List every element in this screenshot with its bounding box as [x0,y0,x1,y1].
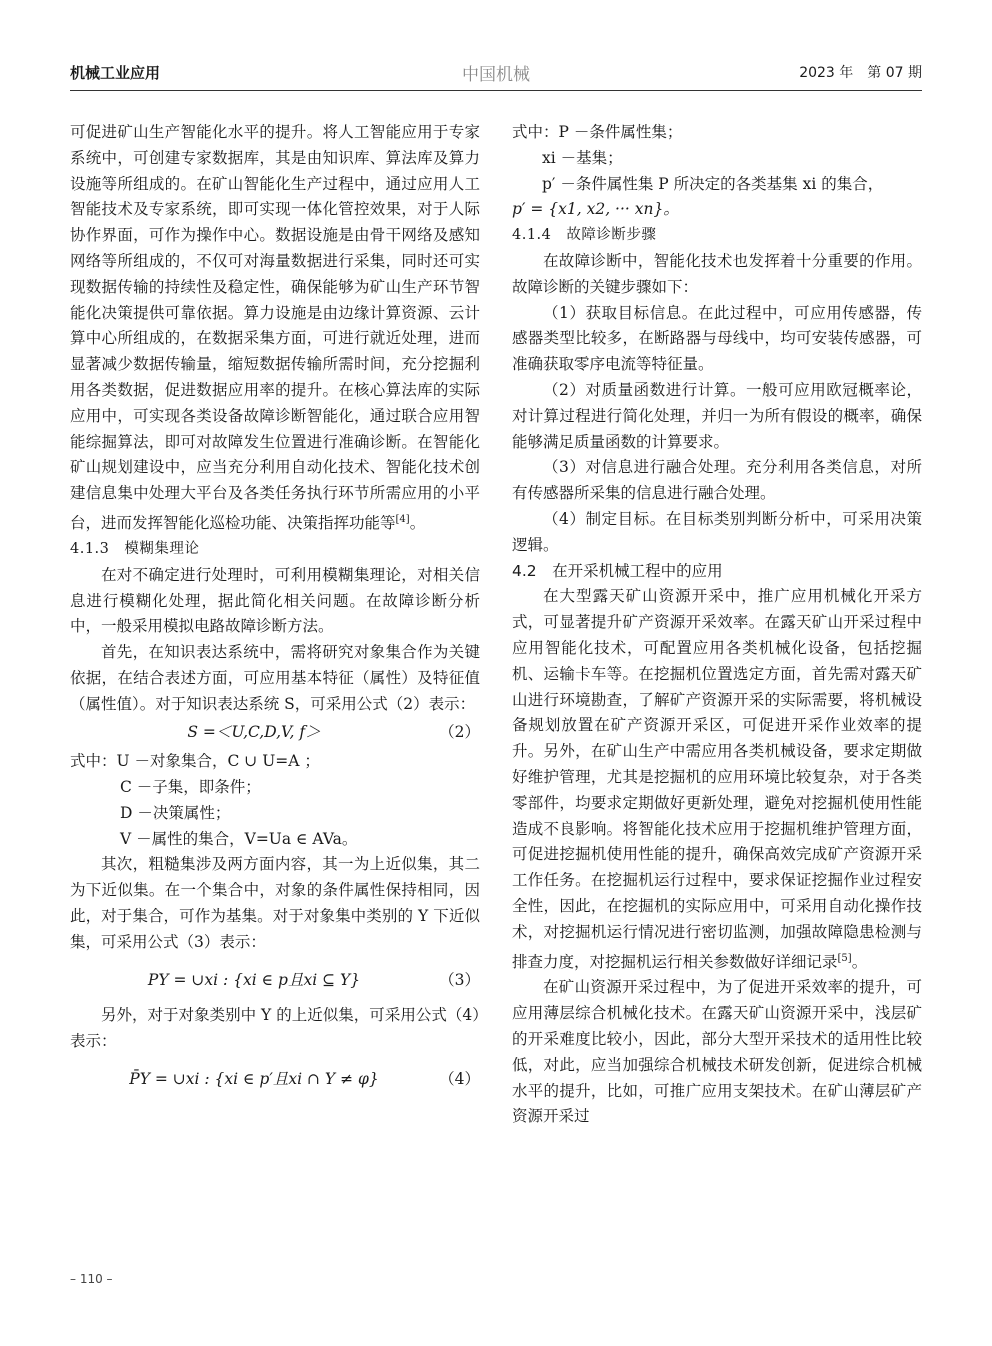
page-number: – 110 – [70,1272,113,1286]
section-heading-4-1-4: 4.1.4 故障诊断步骤 [512,227,657,244]
paragraph: 另外，对于对象类别中 Y 的上近似集，可采用公式（4）表示： [70,1006,480,1051]
paragraph: 在故障诊断中，智能化技术也发挥着十分重要的作用。故障诊断的关键步骤如下： [512,251,922,296]
issue-info: 2023 年 第 07 期 [799,65,922,81]
right-column [512,120,922,1130]
definition: 式中：P －条件属性集； [512,123,683,141]
formula-number: （2） [439,723,480,742]
paragraph: 在大型露天矿山资源开采中，推广应用机械化开采方式，可显著提升矿产资源开采效率。在露天矿山开采过程中应用智能化技术，可配置应用各类机械化设备，包括挖掘机、运输卡车等。在挖掘机位置选定方面，首先需对露天矿山进行环境勘查，了解矿产资源开采的实际需要，将机械设备规划放置在矿产资源开采区，可促进开采作业效率的提升。另外，在矿山生产中需应用各类机械设备，要求定期做好维护管理，尤其是挖掘机的应用环境比较复杂，对于各类零部件，均要求定期做好更新处理，避免对挖掘机使用性能造成不良影响。将智能化技术应用于挖掘机维护管理方面，可促进挖掘机使用性能的提升，确保高效完成矿产资源开采工作任务。在挖掘机运行过程中，要求保证挖掘作业过程安全性，因此，在挖掘机的实际应用中，可采用自动化操作技术，对挖掘机运行情况进行密切监测，加强故障隐患检测与排查力度，对挖掘机运行相关参数做好详细记录[5]。 [512,587,922,971]
definition: xi －基集； [542,148,623,167]
paragraph: 可促进矿山生产智能化水平的提升。将人工智能应用于专家系统中，可创建专家数据库，其是由知识库、算法库及算力设施等所组成的。在矿山智能化生产过程中，通过应用人工智能技术及专家系统，即可实现一体化管控效果，对于人际协作界面，可作为操作中心。数据设施是由骨干网络及感知网络等所组成的，不仅可对海量数据进行采集，同时还可实现数据传输的持续性及稳定性，确保能够为矿山生产环节智能化决策提供可靠依据。算力设施是由边缘计算资源、云计算中心所组成的，在数据采集方面，可进行就近处理，进而显著减少数据传输量，缩短数据传输所需时间，充分挖掘利用各类数据，促进数据应用率的提升。在核心算法库的实际应用中，可实现各类设备故障诊断智能化，通过联合应用智能综掘算法，即可对故障发生位置进行准确诊断。在智能化矿山规划建设中，应当充分利用自动化技术、智能化技术创建信息集中处理大平台及各类任务执行环节所需应用的小平台，进而发挥智能化巡检功能、决策指挥功能等[4]。 [70,123,480,533]
step-1: （1）获取目标信息。在此过程中，可应用传感器，传感器类型比较多，在断路器与母线中，均可安装传感器，可准确获取零序电流等特征量。 [512,303,922,374]
citation: [5] [837,952,852,964]
paragraph: 在对不确定进行处理时，可利用模糊集理论，对相关信息进行模糊化处理，据此简化相关问题。在故障诊断分析中，一般采用模拟电路故障诊断方法。 [70,565,480,636]
formula-number: （4） [439,1070,480,1089]
paragraph: 其次，粗糙集涉及两方面内容，其一为上近似集，其二为下近似集。在一个集合中，对象的条件属性保持相同，因此，对于集合，可作为基集。对于对象集中类别的 Y 下近似集，可采用公式（3）表示： [70,855,480,951]
formula-body: P̄Y = ∪xi : {xi ∈ p′且xi ∩ Y ≠ φ} [129,1070,379,1089]
formula-4 [70,1067,480,1093]
definition: V －属性的集合，V=Ua ∈ AVa。 [120,829,358,848]
definition: 式中：U －对象集合，C ∪ U=A ； [70,752,320,771]
step-3: （3）对信息进行融合处理。充分利用各类信息，对所有传感器所采集的信息进行融合处理。 [512,458,922,503]
paragraph: 在矿山资源开采过程中，为了促进开采效率的提升，可应用薄层综合机械化技术。在露天矿山资源开采中，浅层矿的开采难度比较小，因此，部分大型开采技术的适用性比较低，对此，应当加强综合机械技术研发创新，促进综合机械水平的提升，比如，可推广应用支架技术。在矿山薄层矿产资源开采过 [512,978,922,1126]
formula-3 [70,968,480,994]
formula-body: S =＜U,C,D,V, f＞ [187,723,321,742]
section-heading-4-1-3: 4.1.3 模糊集理论 [70,540,200,557]
header-rule [70,90,922,91]
citation: [4] [395,513,410,525]
section-heading-4-2: 4.2 在开采机械工程中的应用 [512,561,723,580]
journal-section: 机械工业应用 [70,64,161,82]
step-4: （4）制定目标。在目标类别判断分析中，可采用决策逻辑。 [512,509,922,554]
paragraph: 首先，在知识表达系统中，需将研究对象集合作为关键依据，在结合表述方面，可应用基本特征（属性）及特征值（属性值）。对于知识表达系统 S，可采用公式（2）表示： [70,643,480,713]
variable-definitions [70,749,480,852]
definition: p′ = {x1, x2, ··· xn}。 [512,200,679,219]
definition: D －决策属性； [120,803,231,822]
formula-body: PY = ∪xi : {xi ∈ p且xi ⊆ Y} [147,970,361,989]
definition: p′ －条件属性集 P 所决定的各类基集 xi 的集合， [542,174,884,193]
definition: C －子集，即条件； [120,778,261,797]
step-2: （2）对质量函数进行计算。一般可应用欧冠概率论，对计算过程进行简化处理，并归一为所有假设的概率，确保能够满足质量函数的计算要求。 [512,380,922,451]
variable-definitions [512,120,922,223]
formula-2 [70,720,480,746]
journal-name: 中国机械 [462,65,530,85]
left-column [70,120,480,1096]
formula-number: （3） [439,970,480,989]
